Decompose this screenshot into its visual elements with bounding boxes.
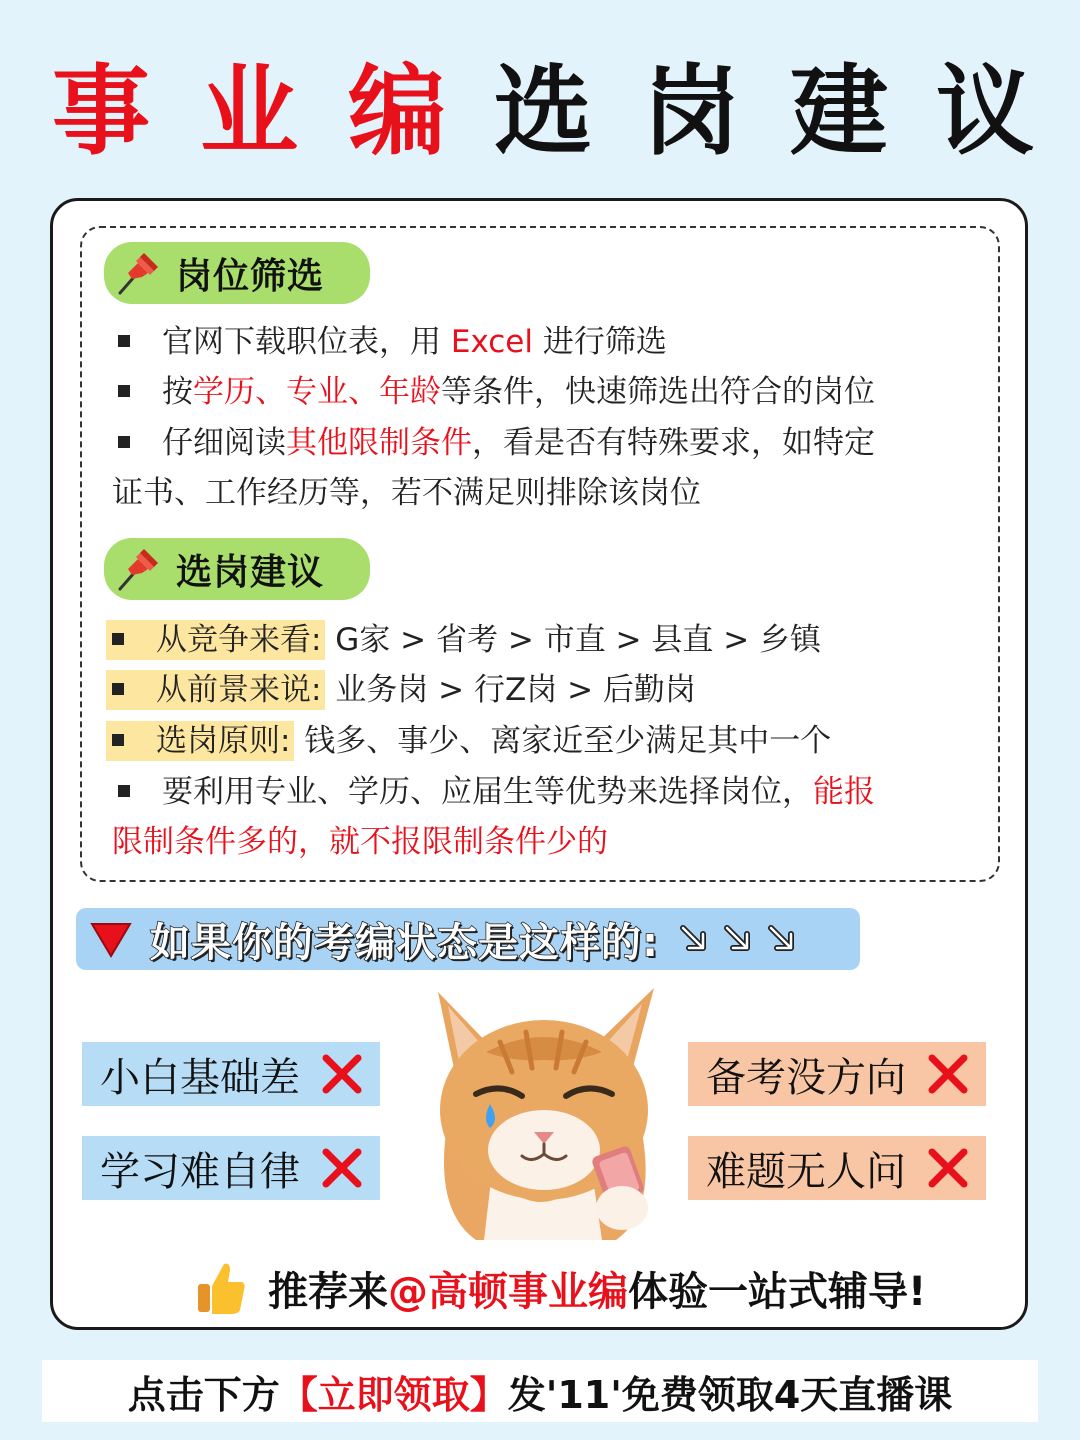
arrow-down-right-icon <box>765 920 803 958</box>
pushpin-icon <box>114 545 162 593</box>
title-char: 选 <box>494 55 593 169</box>
list-item: 从前景来说: 业务岗 > 行Z岗 > 后勤岗 <box>106 668 696 712</box>
section-heading-advice <box>104 538 370 600</box>
bullet-icon <box>118 385 130 397</box>
arrows-group <box>677 920 803 958</box>
tag-no-direction: 备考没方向 <box>688 1042 986 1106</box>
arrow-down-right-icon <box>721 920 759 958</box>
bullet-icon <box>112 734 124 746</box>
arrow-down-right-icon <box>677 920 715 958</box>
crying-cat-image <box>416 982 664 1240</box>
title-char: 建 <box>790 55 889 169</box>
brand-mention: @高顿事业编 <box>388 1268 628 1315</box>
bullet-icon <box>112 633 124 645</box>
red-cross-icon <box>926 1146 970 1190</box>
pushpin-icon <box>114 249 162 297</box>
title-char: 议 <box>936 55 1035 169</box>
list-item-continued: 证书、工作经历等，若不满足则排除该岗位 <box>112 475 701 511</box>
tag-weak-foundation: 小白基础差 <box>82 1042 380 1106</box>
banner-text: 如果你的考编状态是这样的: <box>150 919 659 966</box>
claim-now-link[interactable]: 【立即领取】 <box>279 1372 508 1417</box>
section-heading-filter <box>104 242 370 304</box>
bullet-icon <box>112 683 124 695</box>
title-char: 编 <box>348 55 447 169</box>
page-title <box>0 52 1080 172</box>
section-heading-label: 选岗建议 <box>176 551 325 593</box>
title-char: 事 <box>52 55 151 169</box>
list-item: 选岗原则: 钱多、事少、离家近至少满足其中一个 <box>106 719 831 763</box>
list-item: 官网下载职位表，用 Excel 进行筛选 <box>112 320 667 364</box>
bullet-icon <box>118 335 130 347</box>
tag-no-help: 难题无人问 <box>688 1136 986 1200</box>
list-item-continued: 限制条件多的，就不报限制条件少的 <box>112 824 608 860</box>
list-item: 从竞争来看: G家 > 省考 > 市直 > 县直 > 乡镇 <box>106 618 821 662</box>
red-cross-icon <box>320 1052 364 1096</box>
status-banner <box>76 908 860 970</box>
title-char: 岗 <box>642 55 741 169</box>
list-item: 按学历、专业、年龄等条件，快速筛选出符合的岗位 <box>112 370 875 414</box>
list-item: 要利用专业、学历、应届生等优势来选择岗位，能报 <box>112 770 875 814</box>
cta-footer[interactable]: 点击下方 【立即领取】 发'11'免费领取4天直播课 <box>42 1360 1038 1422</box>
red-cross-icon <box>926 1052 970 1096</box>
section-heading-label: 岗位筛选 <box>176 255 325 297</box>
tag-no-discipline: 学习难自律 <box>82 1136 380 1200</box>
bullet-icon <box>118 785 130 797</box>
red-triangle-down-icon <box>90 920 132 958</box>
list-item: 仔细阅读其他限制条件，看是否有特殊要求，如特定 <box>112 421 875 465</box>
title-char: 业 <box>200 55 299 169</box>
bullet-icon <box>118 436 130 448</box>
red-cross-icon <box>320 1146 364 1190</box>
recommend-line: 推荐来 @高顿事业编 体验一站式辅导! <box>196 1258 926 1318</box>
thumbs-up-icon <box>196 1260 246 1316</box>
